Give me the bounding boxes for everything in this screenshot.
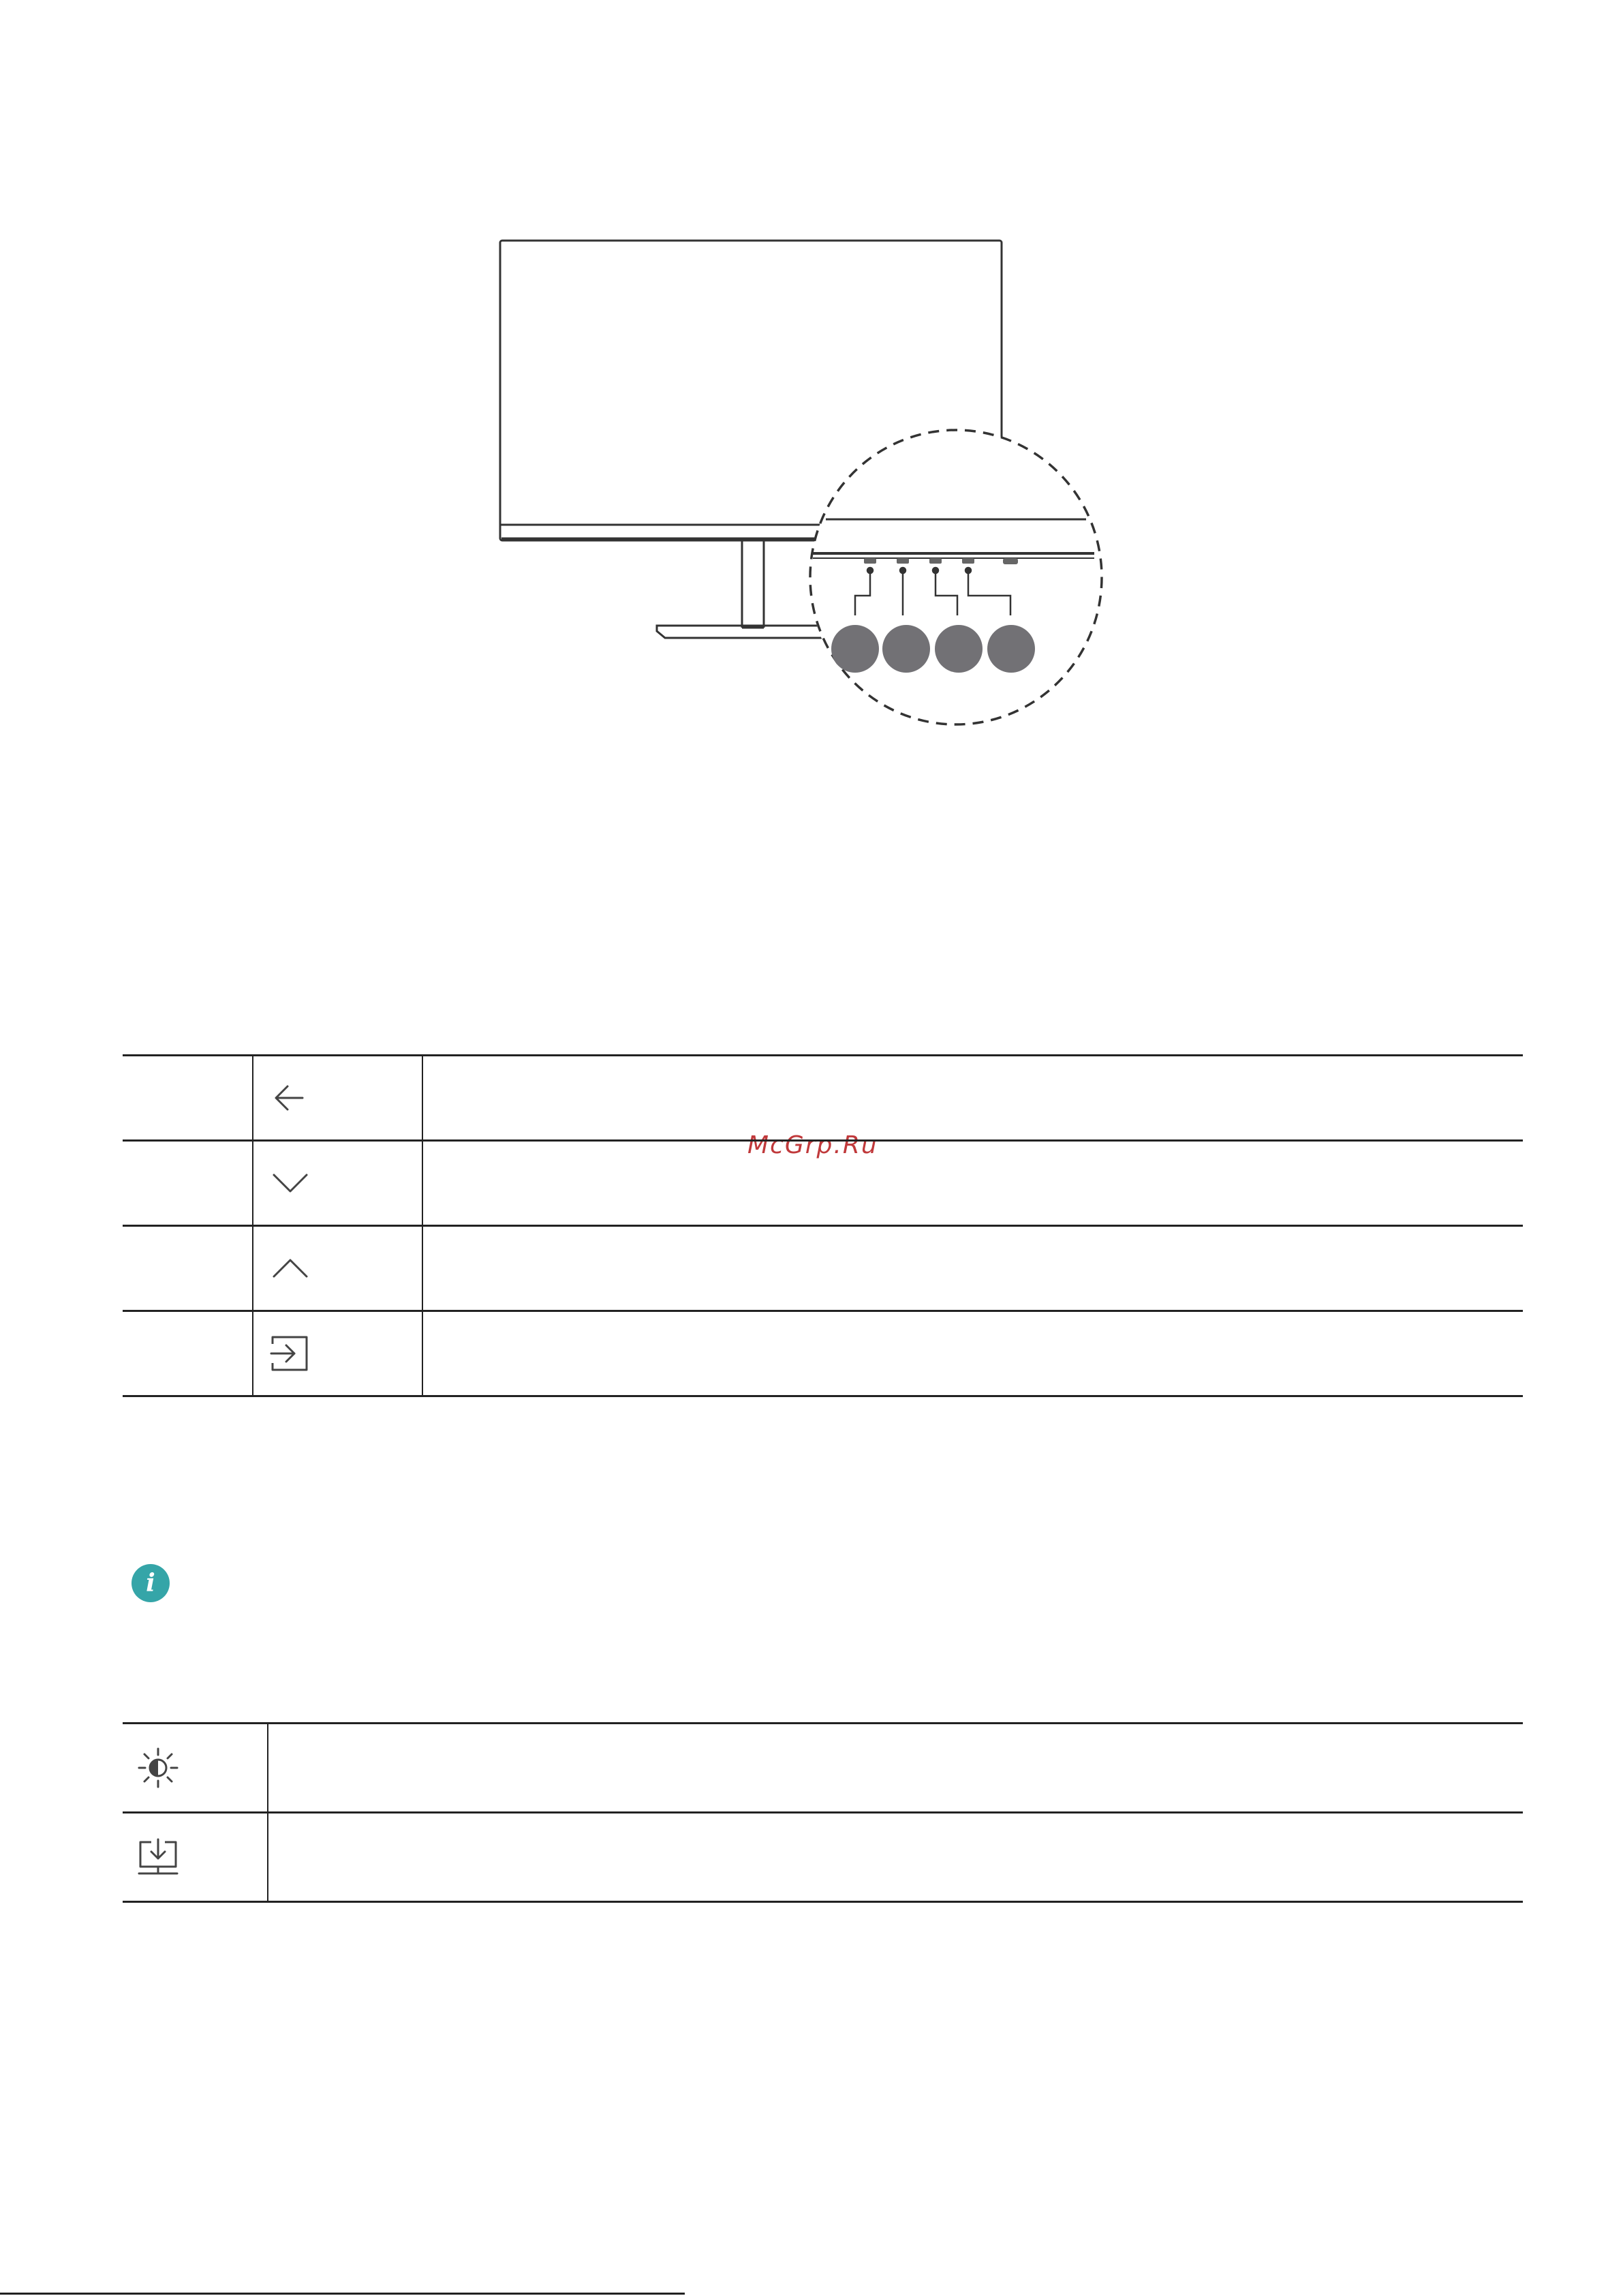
info-icon-glyph: i — [146, 1569, 155, 1597]
callout-circle — [810, 430, 1102, 724]
table-row — [123, 1056, 1523, 1141]
table-row — [123, 1226, 1523, 1311]
shortcut-icon-cell — [123, 1813, 268, 1902]
table-row — [123, 1813, 1523, 1902]
button-number-cell — [123, 1056, 253, 1141]
callout-button-2 — [882, 625, 930, 673]
button-description-cell — [422, 1056, 1523, 1141]
footer-rule — [0, 2293, 685, 2295]
button-icon-cell — [253, 1141, 422, 1226]
info-icon — [132, 1564, 170, 1602]
button-description-cell — [422, 1141, 1523, 1226]
callout-button-1 — [831, 625, 879, 673]
button-icon-cell — [253, 1056, 422, 1141]
button-number-cell — [123, 1226, 253, 1311]
table-row — [123, 1141, 1523, 1226]
input-source-icon — [136, 1835, 180, 1879]
callout-button-4 — [987, 625, 1035, 673]
callout-button-3 — [935, 625, 983, 673]
chevron-up-icon — [268, 1246, 312, 1290]
button-description-cell — [422, 1311, 1523, 1396]
shortcut-description-cell — [268, 1724, 1523, 1813]
table-row — [123, 1724, 1523, 1813]
enter-icon — [268, 1332, 312, 1375]
brightness-icon — [136, 1746, 180, 1790]
button-number-cell — [123, 1311, 253, 1396]
table-row — [123, 1311, 1523, 1396]
button-number-cell — [123, 1141, 253, 1226]
back-arrow-icon — [268, 1076, 312, 1120]
watermark: McGrp.Ru — [747, 1131, 878, 1159]
button-function-table — [123, 1054, 1523, 1397]
button-icon-cell — [253, 1311, 422, 1396]
shortcut-icon-cell — [123, 1724, 268, 1813]
shortcut-key-table — [123, 1722, 1523, 1903]
shortcut-description-cell — [268, 1813, 1523, 1902]
button-description-cell — [422, 1226, 1523, 1311]
monitor-illustration — [0, 0, 1623, 750]
button-icon-cell — [253, 1226, 422, 1311]
chevron-down-icon — [268, 1161, 312, 1205]
